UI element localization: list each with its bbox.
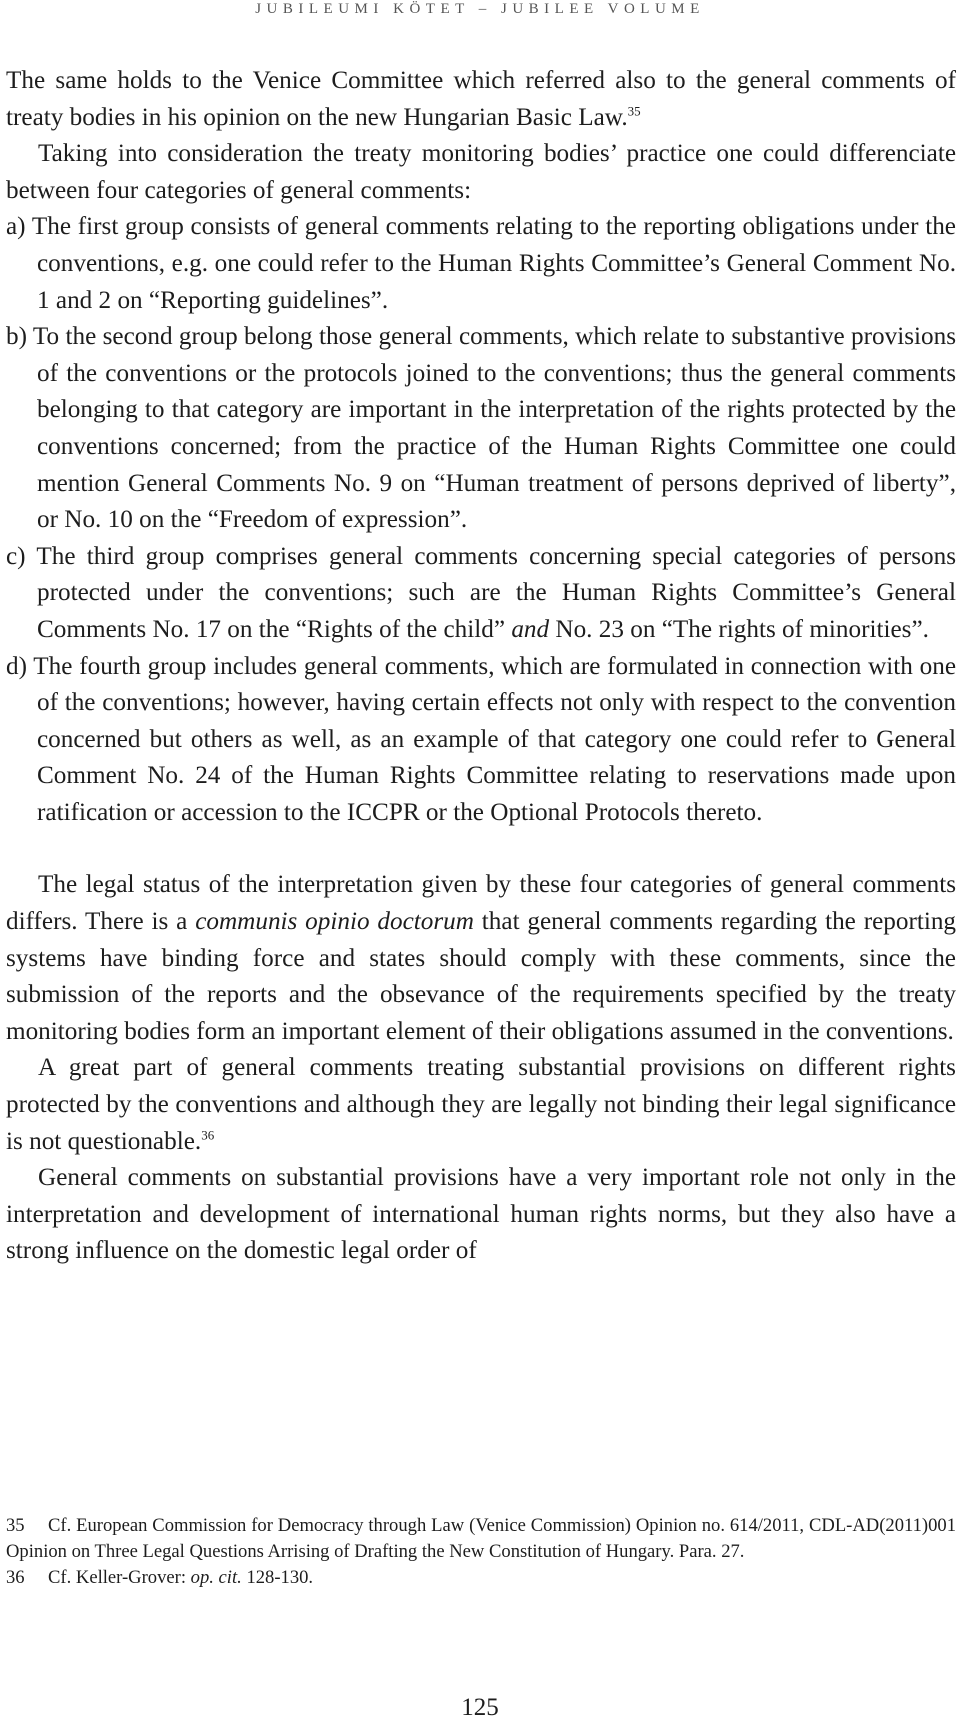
main-text [6,63,956,1270]
footnote-number: 35 [6,1515,25,1536]
paragraph-categories-intro: Taking into consideration the treaty monitoring bodies’ practice one could differenciate between four categories of general comments: [6,140,956,204]
list-item-b: b) To the second group belong those general comments, which relate to substantive provisions of the conventions or the protocols joined to the conventions; thus the general comments belonging to that category are important in the interpretation of the rights protected by the conventions concerned; from the practice of the Human Rights Committee one could mention General Comments No. 9 on “Human treatment of persons deprived of liberty”, or No. 10 on the “Freedom of expression”. [6,323,956,534]
paragraph-legal-status: The legal status of the interpretation given by these four categories of general comments differs. There is a communis opinio doctorum that general comments regarding the reporting systems have binding force and states should comply with these comments, since the submission of the reports and the obsevance of the requirements specified by the treaty monitoring bodies form an important element of their obligations assumed in the conventions. [6,871,957,1045]
list-item-d: d) The fourth group includes general comments, which are formulated in connection with one of the conventions; however, having certain effects not only with respect to the convention concerned but others as well, as an example of that category one could refer to General Comment No. 24 of the Human Rights Committee relating to reservations made upon ratification or accession to the ICCPR or the Optional Protocols thereto. [6,652,956,826]
running-header: JUBILEUMI KÖTET – JUBILEE VOLUME [255,1,705,17]
footnotes [6,1513,956,1591]
footnote-number: 36 [6,1567,25,1588]
footnote-ref-35[interactable]: 35 [627,103,641,119]
paragraph-general-comments-role: General comments on substantial provisions have a very important role not only in the interpretation and development of international human rights norms, but they also have a strong influence on the domestic legal order of [6,1164,956,1265]
footnote-ref-36[interactable]: 36 [201,1127,215,1143]
list-item-c: c) The third group comprises general comments concerning special categories of persons protected under the conventions; such are the Human Rights Committee’s General Comments No. 17 on the “Rights of the child” and No. 23 on “The rights of minorities”. [6,542,956,643]
page-number: 125 [461,1694,499,1721]
footnote-35: 35 Cf. European Commission for Democracy through Law (Venice Commission) Opinion no. 614/2011, CDL-AD(2011)001 Opinion on Three Legal Questions Arrising of Drafting the New Constitution of Hungary. Para. 27. [6,1515,956,1562]
paragraph-substantial-provisions: A great part of general comments treating substantial provisions on different rights protected by the conventions and although they are legally not binding their legal significance is not questionable.$^{36}$ [6,1054,956,1155]
list-item-a: a) The first group consists of general comments relating to the reporting obligations under the conventions, e.g. one could refer to the Human Rights Committee’s General Comment No. 1 and 2 on “Reporting guidelines”. [6,213,956,314]
footnote-36: 36 Cf. Keller-Grover: op. cit. 128-130. [6,1565,956,1591]
paragraph-venice-committee: The same holds to the Venice Committee which referred also to the general comments of treaty bodies in his opinion on the new Hungarian Basic Law.$^{35}$ [6,67,956,131]
paragraph-gap [6,831,956,867]
